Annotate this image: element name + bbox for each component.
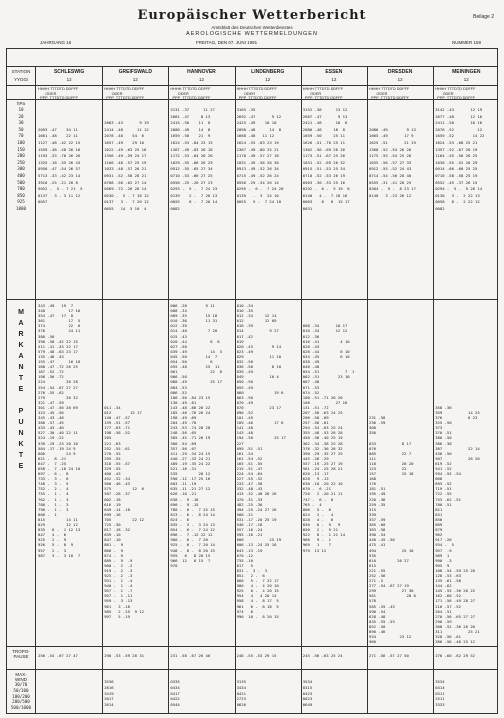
divider bbox=[7, 669, 497, 670]
station-name: HANNOVER bbox=[187, 69, 216, 75]
yyggi-label: YYGGi bbox=[13, 77, 28, 82]
significant-points-block: 358 -36 359 14 25 376 6 23 325 -50 373 370 -51 380 -50 386 -38 387 22 14 436 -50 507 26 26 619 -52 541 -52 594 -55 -54 668 693 -52 719 -51 722 -55 753 -62 -51 780 -51 821 831 856 869 879 902 917 -20 934 - 5 957 -9 989 1 990 -3 995 9 108 -54 -59 25 20 128 -53 -63 135 -61 -58 144 -62 145 -55 -36 26 22 162 -60 -52 171 -56 -49 28 27 216 -57 -52 264 -51 270 -56 -65 27 27 290 -59 308 -52 -36 26 26 311 25 21 328 -56 -61 386 -56 -48 25 12 bbox=[435, 404, 480, 645]
pressure-level: 30 bbox=[18, 120, 24, 126]
station-name: LINDENBERG bbox=[251, 69, 285, 75]
significant-points-block: 006 -28 9 11 008 -34 009 -35 15 18 010 -36 11 31 012 -39 014 -40 7 20 015 -43 020 -44 8 8 027 -50 039 -49 14 3 045 -50 14 7 054 -50 6 055 -48 25 11 061 22 8 066 -50 080 -49 25 17 084 -53 086 -52 100 -50 -84 23 15 130 -49 -81 143 -48 -86 26 22 185 -46 -76 26 24 198 -49 -69 204 -49 -78 243 -53 -74 26 28 248 -56 -65 305 -45 -71 26 19 300 -54 -69 357 -56 -67 411 -29 -34 24 15 440 -27 -33 24 21 489 -19 -35 24 22 521 -16 -31 535 26 12 590 -12 -17 25 16 603 -11 -19 635 -11 -21 27 12 626 -10 -21 638 - 9 -18 690 - 9 -15 780 - 6 - 7 25 15 813 - 6 - 8 24 14 824 - 6 835 - 3 - 3 24 13 854 - 6 - 7 24 12 896 - 7 -12 22 12 900 - 6 - 7 20 925 - 6 - 7 20 14 948 - 8 - 8 20 15 959 6 8 20 15 966 12 6 15 7 970 bbox=[170, 303, 222, 568]
standard-levels-block: 2086 -49 9 13 1665 -49 17 9 1625 -51 21 19 1368 -52 -54 26 26 1175 -55 -54 25 28 1035 -56 -57 27 33 0912 -55 -52 24 43 0714 -54 -56 28 40 0555 -31 -41 28 25 0304 - 9 - 8 23 17 0140 3 -23 26 12 bbox=[369, 126, 416, 198]
hpa-label: hPa bbox=[16, 101, 25, 106]
pressure-level: 925 bbox=[17, 199, 25, 205]
tropopause-value: 256 -54 -67 27 47 bbox=[38, 653, 78, 658]
column-subheader: HHHH TTTDTD DDFFF ODER PPP TTTDTD DDFFF bbox=[38, 87, 79, 100]
divider bbox=[7, 646, 497, 647]
column-subheader: HHHH TTTDTD DDFFF ODER PPP TTTDTD DDFFF bbox=[302, 87, 344, 100]
pressure-level: 500 bbox=[17, 179, 25, 185]
station-code: 12 bbox=[66, 77, 72, 82]
standard-levels-block: 3131 -37 11 27 2681 -47 8 13 2415 -50 11 8 2080 -49 14 8 1659 -50 21 9 1624 -53 -84 23 15 1367 -49 -83 26 18 1172 -53 -64 26 26 1029 -55 -66 26 29 0912 -55 -65 27 34 0710 -53 -66 27 25 0550 -25 -26 27 23 0293 - 5 - 7 24 23 0139 2 - 7 20 13 0055 8 - 7 20 14 0082 bbox=[170, 107, 218, 211]
pressure-level: 400 bbox=[17, 173, 25, 178]
column-divider bbox=[235, 66, 236, 714]
tropopause-value: 276 -60 -62 29 52 bbox=[435, 653, 476, 658]
station-code: 12 bbox=[265, 77, 271, 82]
vertical-letter: T bbox=[18, 452, 24, 459]
wind-band: 100/200 bbox=[12, 693, 30, 699]
column-divider bbox=[433, 66, 434, 714]
tropopause-label: TROPO- PAUSE bbox=[12, 649, 30, 659]
vertical-letter: P bbox=[18, 408, 24, 415]
maxwind-block bbox=[369, 679, 431, 713]
significant-points-block: 231 -58 236 -59 300 350 033 8 17 076 085 22 7 111 118 26 20 123 22 157 25 18 168 176 181 -51 195 -49 220 -36 259 -35 315 339 357 -59 365 -60 383 -58 390 -54 440 -45 -50 475 -41 494 25 10 535 610 26 27 615 221 -55 252 -56 271 -5 277 -54 -67 27 19 299 27 30 561 28 8 578 585 -55 -43 590 -54 628 -48 835 -55 -53 852 -50 890 -46 934 23 12 960 bbox=[369, 415, 416, 645]
date-label: FREITAG, DEN 07. JUNI 1991 bbox=[196, 40, 258, 45]
vertical-letter: T bbox=[18, 375, 24, 382]
vertical-letter bbox=[15, 395, 27, 406]
divider bbox=[35, 66, 36, 714]
column-divider bbox=[102, 66, 103, 714]
significant-points-block: 008 -34 10 17 010 -34 12 12 012 -36 016 -41 4 10 020 -43 026 -44 6 10 034 -45 6 10 038 -49 040 -48 054 -51 7 1 062 -51 23 16 067 -48 071 -53 074 -52 100 -51 -71 26 26 108 27 16 131 -51 -72 207 -56 -63 24 25 206 -50 -69 257 -56 -61 294 -54 -63 25 24 355 -48 -53 26 28 450 -36 -40 25 19 362 -34 -38 25 28 376 -32 -36 26 32 390 -29 -35 27 25 445 -26 -29 557 -19 -25 27 19 561 -24 -25 28 21 620 -13 -17 628 9 -13 630 -10 -20 22 10 670 - 6 -21 720 2 -20 21 11 747 - 6 - 6 765 - 4 806 5 - 6 824 2 - 4 828 4 - 6 830 6 - 9 9 850 2 - 9 21 922 8 - 1 21 14 966 9 - 1 969 1 7 979 13 12 bbox=[302, 323, 355, 553]
column-subheader: HHHH TTTDTD DDFFF ODER PPP TTTDTD DDFFF bbox=[369, 87, 410, 100]
station-name: MEININGEN bbox=[452, 69, 481, 75]
divider bbox=[7, 299, 497, 300]
pressure-level: 20 bbox=[18, 113, 24, 119]
pressure-level: 10 bbox=[18, 107, 24, 112]
maxwind-block: 3135 3434 0421 2723 0626 bbox=[236, 679, 246, 708]
standard-levels-block: 3165 -35 2692 -47 9 12 2425 -49 10 10 2090 -48 14 8 1668 -48 11 12 1624 -53 -83 23 19 1367 -49 -80 25 21 1178 -49 -57 27 18 1031 -49 -56 26 30 0913 -49 -52 26 34 0715 -49 -52 26 24 0556 -29 -34 26 14 0295 - 6 - 7 24 20 0139 - 3 24 10 0055 5 - 7 24 10 bbox=[236, 107, 284, 205]
vertical-letter: R bbox=[18, 331, 24, 338]
significant-points-block: 011 -34 012 13 17 140 -47 -57 159 -51 -57 177 -63 -71 198 -58 -52 205 221 -63 252 -55 -61 270 -55 295 -55 318 -55 -57 329 -55 400 -43 452 -32 -34 560 -46 -43 575 12 6 587 -28 -37 602 -18 616 -19 649 -14 -18 699 -16 705 22 12 725 -30 817 -18 -32 839 -10 847 -10 861 - 9 868 - 9 874 - 9 889 - 9 -9 900 - 2 -2 919 - 2 -3 925 - 2 -3 931 - 1 -4 940 - 1 -4 957 - 1 -7 957 - 1 -11 959 - 3 -13 961 3 -18 985 2 -25 9 12 997 5 -19 bbox=[104, 404, 145, 619]
column-subheader: HHHH TTTDTD DDFFF ODER PPP TTTDTD DDFFF bbox=[104, 87, 145, 100]
wind-band: 30/70 bbox=[14, 682, 28, 687]
standard-levels-block: 2093 -47 34 11 1661 -48 22 11 1127 -48 -42 22 15 1559 -48 -48 26 16 1193 -33 -76 26 26 1325 -16 -35 26 43 0950 -47 -54 26 57 5713 -33 -42 23 14 3910 -25 -21 20 8 5052 - 5 - 7 21 5 0137 3 - 3 11 12 0057 bbox=[38, 126, 83, 205]
standard-levels-block: 2683 -43 9 19 2414 -48 11 12 2078 -48 54 6 1657 -49 29 10 1622 -49 -63 25 16 1356 -49 -59 24 17 1166 -48 -57 25 19 1033 -48 -57 26 21 0931 -52 -58 28 21 0708 -56 -62 27 14 0569 -72 -26 26 14 0530 - 5 - 7 18 12 0137 3 - 7 20 12 0055 14 5 10 4 bbox=[104, 120, 149, 211]
station-name: ESSEN bbox=[325, 69, 343, 75]
pressure-level: 50 bbox=[18, 126, 24, 132]
maxwind-block: 3536 2616 3419 2617 2614 bbox=[104, 679, 114, 708]
bulletin-title: Europäischer Wetterbericht bbox=[137, 8, 367, 23]
column-divider bbox=[168, 66, 169, 714]
station-name: DRESDEN bbox=[387, 69, 413, 75]
report-table bbox=[6, 48, 498, 714]
pressure-level: 700 bbox=[17, 186, 25, 192]
station-code: 12 bbox=[198, 77, 204, 82]
station-code: 12 bbox=[331, 77, 337, 82]
tropopause-value: 271 -56 -57 27 50 bbox=[369, 653, 409, 658]
maxwind-block: 0335 0434 0417 0422 0544 bbox=[170, 679, 180, 708]
station-label: STATION bbox=[11, 69, 31, 74]
tropopause-value: 246 -55 -53 29 15 bbox=[236, 653, 277, 658]
station-name: SCHLESWIG bbox=[53, 69, 85, 75]
pressure-level: 200 bbox=[17, 153, 25, 159]
significant-points-block: 010 -34 010 -35 012 -34 12 14 012 12 09 016 -39 014 9 27 017 -42 019 020 -43 9 14 023 -49 029 11 10 032 -50 036 -50 8 10 039 -49 049 10 4 050 -50 055 -49 060 19 6 063 -50 070 -49 070 23 17 090 -52 101 -49 109 -46 17 6 141 -48 143 -48 194 -50 25 17 227 099 -51 -51 161 -54 161 -54 -52 165 -51 -55 215 -51 -47 224 -54 -64 227 -55 -52 233 -47 -58 332 -48 -43 415 -32 -48 26 16 470 -31 -33 482 -25 -36 494 -25 -24 27 16 508 -21 531 -17 -20 25 19 546 -17 -18 557 -16 -24 595 -16 -21 600 25 19 606 -13 -24 25 16 643 -13 -19 670 -12 735 -10 817 5 831 - 3 - 3 851 2 - 6 866 5 - 7 22 17 900 4 - 4 20 10 925 0 - 4 20 15 954 4 4 20 14 958 4 - 8 17 5 961 6 - 8 18 5 974 6 990 10 - 8 20 15 bbox=[236, 303, 286, 619]
maxwind-block: 3534 0315 0423 0623 0649 bbox=[302, 679, 313, 708]
supplement-label: Beilage 2 bbox=[473, 14, 494, 20]
vertical-letter: U bbox=[18, 419, 24, 426]
vertical-letter: E bbox=[18, 386, 24, 393]
vertical-letter: N bbox=[18, 430, 24, 437]
station-code: 12 bbox=[132, 77, 138, 82]
station-name: GREIFSWALD bbox=[118, 69, 152, 75]
vertical-letter: K bbox=[18, 441, 24, 448]
wind-band: 50/100 bbox=[13, 687, 29, 693]
bulletin-subtitle: Amtsblatt des Deutschen Wetterdienstes bbox=[211, 25, 293, 30]
wind-band: 500/1000 bbox=[10, 705, 32, 711]
pressure-level: 100 bbox=[17, 140, 25, 145]
maxwind-block bbox=[38, 679, 100, 713]
column-subheader: HHHH TTTDTD DDFFF ODER PPP TTTDTD DDFFF bbox=[170, 87, 211, 100]
pressure-level: 70 bbox=[18, 133, 24, 139]
markante-punkte-label bbox=[15, 307, 27, 472]
standard-levels-block: 3142 -43 12 19 2677 -48 12 16 2411 -50 10 16 2076 -52 12 1659 -52 14 22 1624 -53 -68 25 21 1357 -52 -67 26 19 1164 -55 -58 26 25 1030 -55 -52 26 29 0914 -66 -68 25 25 0710 -58 -58 25 19 0552 -45 -37 26 15 0294 - 5 - 9 26 14 0138 3 - 2 22 13 0058 8 - 2 22 12 0082 bbox=[435, 107, 485, 211]
pressure-level: 850 bbox=[17, 192, 25, 198]
column-divider bbox=[367, 66, 368, 714]
vertical-letter: K bbox=[18, 342, 24, 349]
maxwind-label: MAX- WIND bbox=[15, 672, 27, 682]
station-code: 12 bbox=[463, 77, 469, 82]
vertical-letter: N bbox=[18, 364, 24, 371]
pressure-level: 1000 bbox=[15, 206, 27, 211]
vertical-letter: M bbox=[18, 309, 24, 316]
maxwind-block: 3534 0414 0311 2511 3333 bbox=[435, 679, 445, 708]
column-subheader: HHHH TTTDTD DDFFF ODER PPP TTTDTD DDFFF bbox=[435, 87, 476, 100]
vertical-letter: E bbox=[18, 463, 24, 470]
wind-band: 200/500 bbox=[12, 699, 30, 705]
tropopause-value: 245 -56 -63 25 24 bbox=[302, 653, 343, 658]
column-subheader: HHHH TTTDTD DDFFF ODER PPP TTTDTD DDFFF bbox=[236, 87, 277, 100]
vertical-letter: A bbox=[18, 353, 24, 360]
volume-label: JAHRGANG 16 bbox=[40, 40, 72, 45]
divider bbox=[7, 66, 497, 67]
pressure-level: 150 bbox=[17, 146, 25, 152]
divider bbox=[7, 85, 497, 86]
issue-label: NUMMER 158 bbox=[452, 40, 482, 45]
column-divider bbox=[301, 66, 302, 714]
vertical-letter: A bbox=[18, 320, 24, 327]
pressure-level: 300 bbox=[17, 166, 25, 172]
standard-levels-block: 3152 -38 13 12 2687 -47 9 13 2421 -48 16 6 2080 -48 18 8 1659 -50 25 11 1626 -51 -70 25 11 1362 -50 -69 26 26 1173 -51 -67 25 26 1031 -52 -69 26 32 0915 -51 -53 25 34 0710 -52 -53 26 19 0563 -30 -33 25 16 0292 - 6 - 5 19 8 0140 4 - 7 18 16 0063 8 6 15 17 0031 bbox=[302, 107, 350, 211]
pressure-level: 250 bbox=[17, 159, 25, 165]
tropopause-value: 231 -58 -67 26 40 bbox=[170, 653, 211, 658]
significant-points-block: 343 -49 19 7 348 17 16 354 -47 17 8 361 17 5 374 22 6 378 24 11 380 -50 390 -58 -42 22 15 511 -41 -43 22 17 579 -48 -63 23 17 135 -48 -43 155 -47 16 18 168 -47 -72 26 25 187 -52 -72 198 -56 -72 224 26 28 254 -54 -67 27 27 276 -55 -62 279 26 32 321 -47 -59 301 -47 -56 26 69 323 -45 -56 345 -43 -48 380 -57 -45 433 -43 -40 527 -30 -40 22 11 524 -19 -22 539 -19 -23 20 10 584 -17 -19 24 9 600 24 9 621 - 8 -21 647 - 7 -25 658 - 7 -10 24 10 697 - 6 - 8 733 - 3 - 6 748 - 3 - 5 752 - 2 - 4 755 - 1 - 4 762 - 1 - 3 780 - 1 - 3 796 - 1 - 3 806 - 1 815 14 11 829 12 12 835 6 - 1 12 13 847 4 - 6 925 2 - 9 926 5 - 8 9 957 2 - 3 987 3 - 3 10 7 bbox=[38, 303, 81, 558]
section-title: AEROLOGISCHE WETTERMELDUNGEN bbox=[186, 31, 318, 37]
station-code: 12 bbox=[397, 77, 403, 82]
tropopause-value: 298 -53 -59 28 31 bbox=[104, 653, 145, 658]
